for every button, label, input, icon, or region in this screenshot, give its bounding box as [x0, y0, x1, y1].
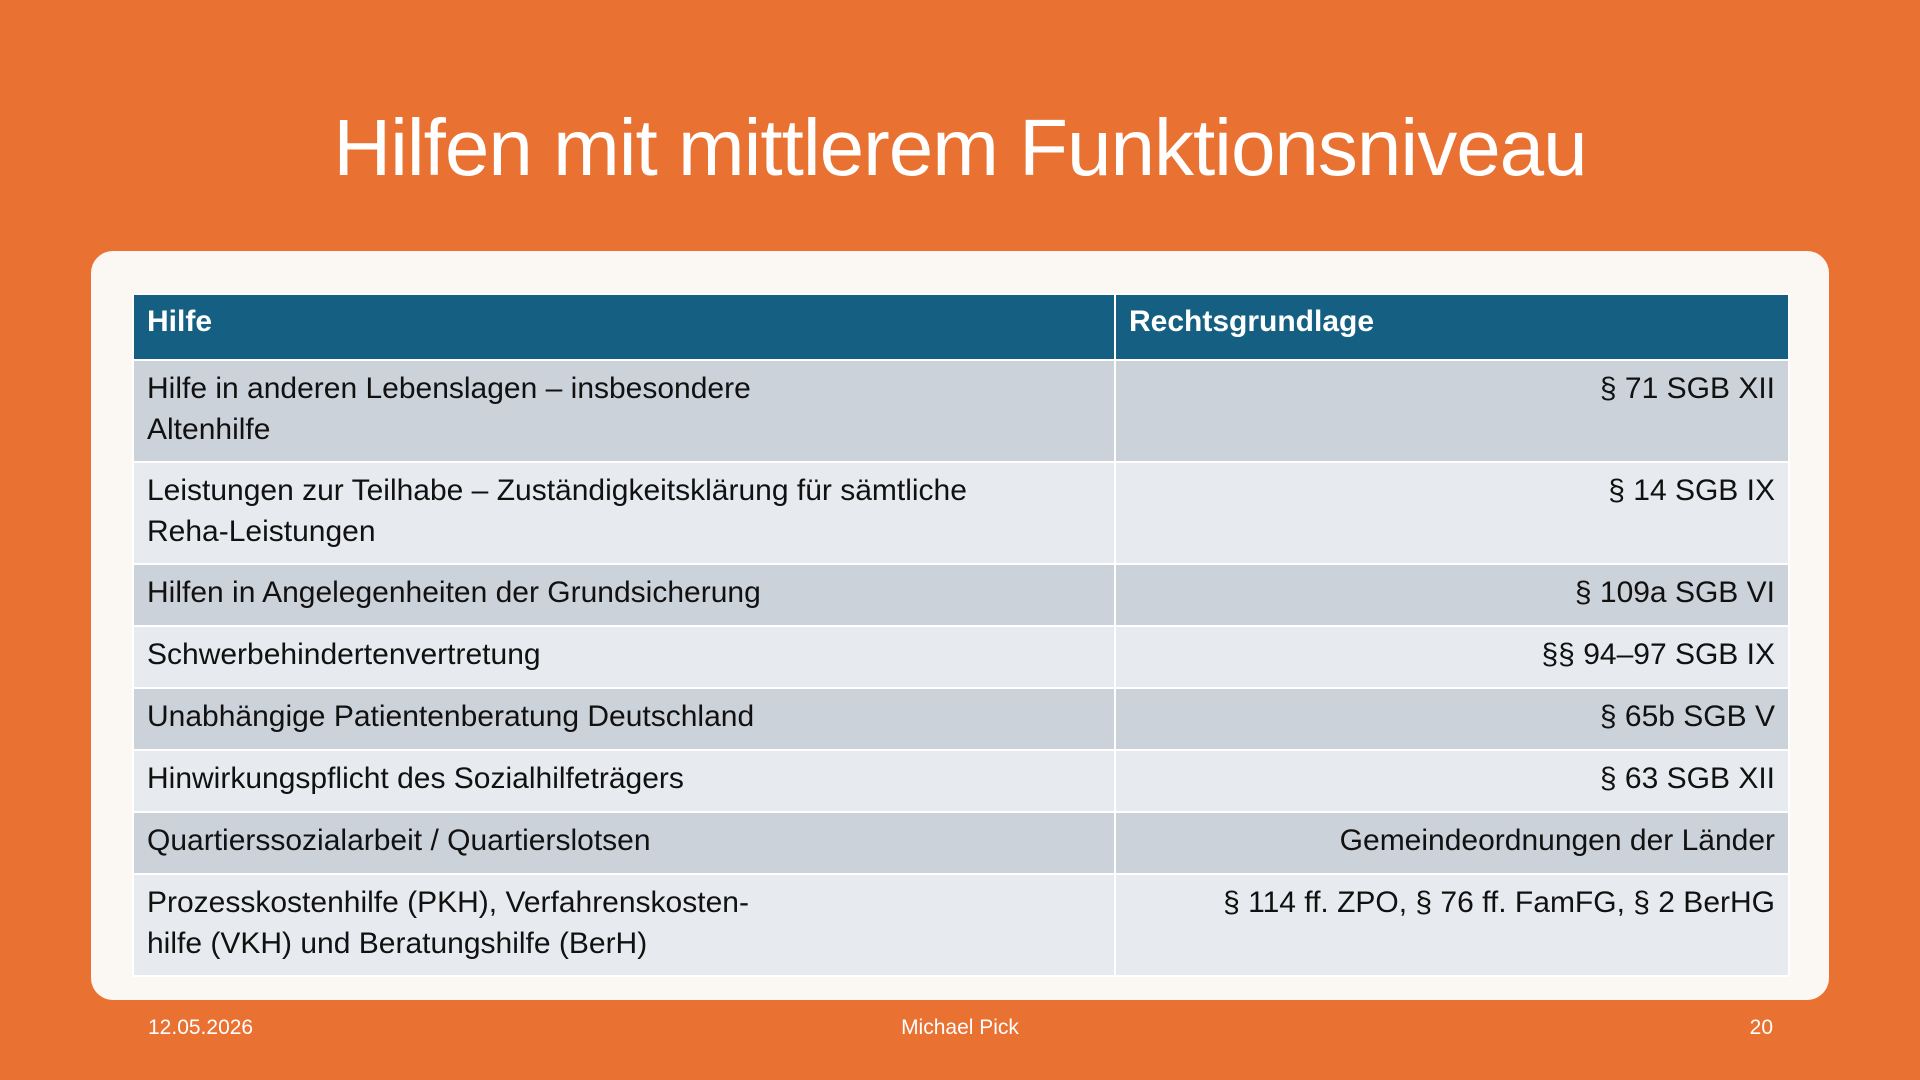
cell-rechtsgrundlage: Gemeindeordnungen der Länder: [1115, 812, 1789, 874]
cell-hilfe: Unabhängige Patientenberatung Deutschland: [133, 688, 1115, 750]
cell-rechtsgrundlage: §§ 94–97 SGB IX: [1115, 626, 1789, 688]
cell-rechtsgrundlage: § 114 ff. ZPO, § 76 ff. FamFG, § 2 BerHG: [1115, 874, 1789, 976]
table-row: [133, 564, 1789, 626]
cell-rechtsgrundlage: § 14 SGB IX: [1115, 462, 1789, 564]
table-row: [133, 812, 1789, 874]
cell-hilfe: Hilfen in Angelegenheiten der Grundsicherung: [133, 564, 1115, 626]
cell-hilfe: Schwerbehindertenvertretung: [133, 626, 1115, 688]
cell-hilfe: Hilfe in anderen Lebenslagen – insbesondere Altenhilfe: [133, 360, 1115, 462]
footer-page-number: 20: [1749, 1016, 1773, 1039]
slide-title: Hilfen mit mittlerem Funktionsniveau: [333, 103, 1587, 192]
legal-basis-table: [132, 293, 1790, 977]
cell-hilfe: Leistungen zur Teilhabe – Zuständigkeitsklärung für sämtliche Reha-Leistungen: [133, 462, 1115, 564]
table-row: [133, 750, 1789, 812]
cell-hilfe: Hinwirkungspflicht des Sozialhilfeträgers: [133, 750, 1115, 812]
table-row: [133, 360, 1789, 462]
column-header-hilfe: Hilfe: [133, 294, 1115, 360]
table-row: [133, 874, 1789, 976]
table-header-row: [133, 294, 1789, 360]
column-header-rechtsgrundlage: Rechtsgrundlage: [1115, 294, 1789, 360]
cell-rechtsgrundlage: § 65b SGB V: [1115, 688, 1789, 750]
cell-rechtsgrundlage: § 71 SGB XII: [1115, 360, 1789, 462]
footer-author: Michael Pick: [901, 1016, 1019, 1039]
cell-hilfe: Quartierssozialarbeit / Quartierslotsen: [133, 812, 1115, 874]
table-row: [133, 688, 1789, 750]
table-row: [133, 626, 1789, 688]
footer-date: 12.05.2026: [148, 1016, 254, 1039]
cell-rechtsgrundlage: § 63 SGB XII: [1115, 750, 1789, 812]
table-row: [133, 462, 1789, 564]
cell-hilfe: Prozesskostenhilfe (PKH), Verfahrenskosten- hilfe (VKH) und Beratungshilfe (BerH): [133, 874, 1115, 976]
cell-rechtsgrundlage: § 109a SGB VI: [1115, 564, 1789, 626]
